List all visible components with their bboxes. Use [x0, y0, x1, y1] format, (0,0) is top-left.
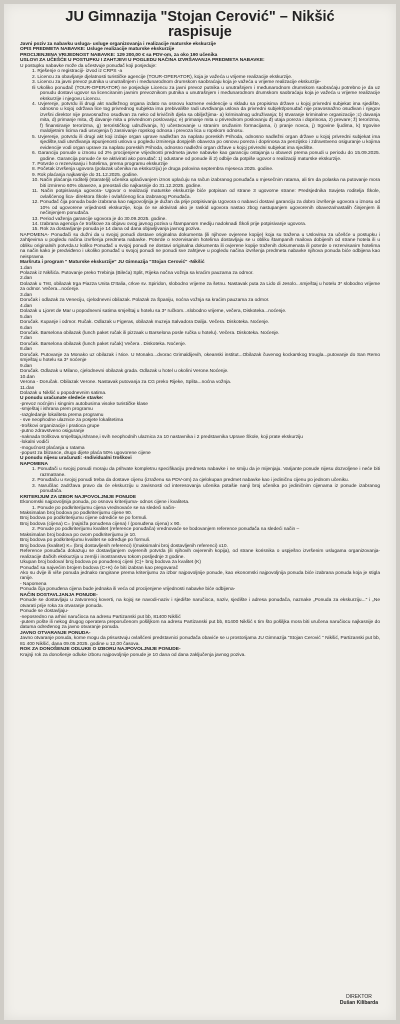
included-item: -smještaj i ishrana prem programu	[20, 407, 93, 413]
itinerary-day-label: 6.dan	[20, 325, 33, 331]
condition-item: Ili Ukoliko ponuđač (TOUR-OPERATOR) ne posjeduje Licencu za javni prevoz putnika u unutrašnjem i međunarodnom drumskom saobraćaju potrebno je da uz ponudu dostavi ugovor sa licenciranim javnim prevoznikom putnika u unutrašnjem i međunarodnom drumskom saobraćaju koja je važeća u vrijeme realizacije ekskurzije i njegovu Licencu.	[32, 85, 380, 102]
criteria-item: Maksimalan broj bodova po ovom podkriterijumu je 10.	[20, 532, 137, 538]
intro-line: PROCIJENJENA VRIJEDNOST NABAVKE: 129 200,00 € sa PDV-om, za oko 190 učenika	[20, 52, 218, 58]
napomena-item: 3. Naručilac zadržava pravo da će ekskurziju u zavisnosti od interesovanja učenika potašie nanji broj učenika po jediničnim cijenama iz ponude izabranog ponuđača.	[32, 483, 380, 495]
condition-item: 12. Ponuđač čija ponuda bude izabrana kao najpovoljnija je dužan da prije potpisivanja Ugovora o nabavci dostavi garanciju za dobro izvršenje ugovora u iznosu od 10% od ugovorene vrijednosti ekskurzije, koja će se aktivirati ako je raskid ugovora nastao zbog nastupanjem ugovorenih obaveza/nastalih činjenjem ili nečinjenjem ponuđača.	[32, 200, 381, 217]
itinerary-day-text: Dolazak u Trst, obilazak trga Piazza Unita D'Italia, crkve sv. Spiridon, slobodno vrijeme za šetnu. Nastavak puta za Lido di Jesolo...smještaj u hotelu 3* slobodno vrijeme za odmor. Večera...noćenje.	[20, 281, 380, 293]
opening-text: Javno otvaranje ponuda, kome mogu da prisustvuju ovlašćeni predstavnici ponuđača obaviće se u prostorijama JU Gimnazija "Stojan Cerović " Nikšić, Partizanski put bb, 81 400 Nikšić, dana 09.05.2025. godine u 12,00 časova.	[20, 636, 380, 647]
itinerary-day-label: 3.dan	[20, 292, 33, 298]
itinerary-day-text: Dolazak u Nikšić u popodnevnim satima.	[20, 391, 107, 396]
intro-line: U postupku nabavke može da učestvuje ponuđač koji posjeduje:	[20, 63, 157, 69]
criteria-item: Maksimalan broj bodova po podkriterijumu cijene 90.	[20, 510, 132, 516]
condition-item: 9. Rok plaćanja najkasnije do 31.12.2025. godine.	[32, 172, 139, 178]
notice-body	[4, 40, 396, 658]
included-item: -lokalni vodiči	[20, 440, 49, 446]
intro-line: USLOVI ZA UČEŠĆE U POSTUPKU I ZAHTJEVI U POGLEDU NAČINA IZVRŠAVANJA PREDMETA NABAVKE:	[20, 58, 265, 64]
included-item: -prevoz noćnjim i singnim autobusima visoke turističke klase	[20, 401, 148, 407]
criteria-item: - Napomena	[20, 581, 47, 587]
criteria-item: Ekonomski najpovoljnija ponuda, po osnovu kriterijuma- odnos cijene i kvaliteta.	[20, 500, 190, 506]
included-item: -razgledanje lokaliteta prema programu	[20, 412, 104, 418]
criteria-title: KRITERIJUM ZA IZBOR NAJPOVOLJNIJE PONUDE	[20, 494, 137, 500]
itinerary-day-text: Verona - Doručak. Obilazak Verone. Nastavak putovanja za CG preko Rijeke, Splita...noćna vožnja.	[20, 380, 232, 386]
notice-title: JU Gimnazija "Stojan Cerović" – Nikšić	[65, 9, 335, 25]
itinerary-day-text: Doručak. Kupanje i odmor. Ručak. Odlazak u Figeras, obilazak muzeja Salvadora Dalija. Večera. Diskoteka. Noćenje.	[20, 320, 270, 326]
conditions-list	[20, 69, 380, 233]
itinerary-day-text: Doručak i odlazak za Veneciju, cjelodnevni obilazak. Polazak za Španiju, noćna vožnja sa kraćim pauzama za odmor.	[20, 298, 270, 304]
intro-line: OPIS PREDMETA NABAVKE: Usluge realizacije maturske ekskurzije	[20, 47, 175, 53]
criteria-item: Reference ponuđača dokazuju se dostavljanjem ovjerenih potvrda (ili njihovih ovjerenih kopija), od strane korisnika o uspješno izvršenim uslugama organizovanja-realizacije đačkih ekskurzija u zemlji i inostranstvu tokom posljednje 3 godine.	[20, 549, 380, 560]
opening-title: JAVNO OTVARANJE PONUDA-	[20, 630, 91, 636]
condition-item: 8. Početak izvršenja ugovora (polazak učenika na ekskurziju) je druga polovina septembra mjeseca 2025. godine.	[32, 167, 274, 173]
criteria-item: Broj bodova po podkriterijumu kvalitet se određuje po formuli.	[20, 538, 151, 544]
itinerary-day-label: 11.dan	[20, 385, 35, 391]
condition-item: 1. Rješenje o registraciji- izvod iz CRPS -a	[32, 69, 123, 75]
criteria-item: Ako su dvije ili više ponuda jednako rangirane prema kriterijumu za izbor najpovoljnije ponude, kao ekonomski najpovoljnija ponuda biće izabrana ponuda koja je stigla ranije.	[20, 570, 380, 582]
condition-item: 5. Uvjerenje, potvrdu ili drugi akt koji izdaje organ uprave nadležan za naplatu poreskih Prihoda, odnosno nadležni organ države u kojoj privredni subjekat ima sjedište,radi utvrđivanja ispunjenosti uslova u pogledu izmirenja dospjelih obaveza po osnovu poreza i doprinosa za penzijsko i zdravstveno osiguranje u kojima evidencije vodi organ uprave za naplatu poreskih Prihoda, odnosno nadležni organ države u kojoj privredni subjekat ima sjedište.	[32, 134, 380, 151]
criteria-item: Broj bodova (kvalitet) K= (broj dostavljenih referenci) /(maksimalni broj dostavljenih referenci) x10.	[20, 543, 228, 549]
napomena-intro: NAPOMENA- Ponuđači su dužni da u svojoj ponudi dostave originalna dokumenta (ili njihove ovjerene kopije) koja su tražena u Uslovima za učešće u postupku i zahtjevima u pogledu načina izvršenja predmeta nabavke. Potvrde o rezervisanim hotelima dostavljaju se u obliku štampanih mailova dobijenih od strane hotela ili u obliku originalnih potvrda.U koliko Ponuđač u svojoj ponudi ne dostavi originalna dokumenta ili ovjerene kopije traženih dokumenata ili potvrde o rezervisanim hotelima na način kako je predviđeno i ukoliko ponuđač u svojoj ponudi ne ponudi sve zahtjeve u pogledu načina izvršenja predmeta nabavke njihova ponuda biće odbijena kao neispravna	[20, 232, 380, 260]
included-item: -mogućnost plaćanja u ratama	[20, 445, 85, 451]
condition-item: 7. Potvrde o rezervisanju i hotelima, prema programu ekskurzije	[32, 161, 168, 167]
itinerary	[20, 266, 380, 397]
signature-name: Dušan Kilibarda	[339, 1000, 378, 1006]
intro-line: Javni poziv za nabavku usluga- usluge organizovanja i realizacije maturske ekskurzije	[20, 42, 216, 47]
included-item: U ponudu nijesu uračunati: -Individualni troškovi	[20, 456, 132, 462]
intro-block	[20, 42, 380, 69]
included-list	[20, 402, 380, 462]
itinerary-day-text: Polazak iz Nikšića. Putovanje preko Trebinja (Bileća) Split, Rijeka nočna vožnja sa kraćim pauzama za odmor.	[20, 271, 254, 277]
included-item: -troškovi organizacije i pratioca grupe	[20, 423, 100, 429]
delivery-item: Ponude se dostavljaju u zatvorenoj koverti, na kojoj se navodi-naziv i sjedište naručioca, naziv, sjedište i adresa ponuđača, naznake „Ponuda za ekskurziju..." i „Ne otvarati prije roka za otvaranje ponuda.	[20, 598, 380, 609]
itinerary-day-text: Doručak. Odlazak u Milano, cjelodnevni obilazak grada. Odlazak u hotel u okolini Verone.Noćenje.	[20, 369, 229, 375]
criteria-item: Ponuđač sa najvećim brojem bodova (C+K) će biti izabran kao pregovarač	[20, 565, 178, 571]
delivery-item: -putem pošte ili nekog drugog operatera preporučenom pošiljkom na adresu Partizanski put bb, 81400 Nikšić s tim što pošiljka mora biti uručena naručiocu najkasnije do datuma određenog za javno otvaranje ponuda.	[20, 620, 380, 631]
newspaper-page	[4, 4, 396, 1020]
condition-item: 11. Način potpisivanja ugovora- Ugovor o realizaciji maturske ekskurzije biće potpisan od strane 3 ugovorne strane: Predsjednika Savjeta roditelja Škole, ovlašćenog lica- direktora Škole i ovlašćenog lica izabranog Ponuđača.	[32, 189, 380, 200]
notice-header	[4, 10, 396, 40]
napomena-title: NAPOMENA	[20, 461, 48, 467]
included-item: -popust za blizance, drugo dijete plaća 50% ugovorene cijene	[20, 450, 151, 456]
deadline-text: Krajnji rok za donošenje odluke izboru najpovoljnije ponude je 10 dana od dana zaključenja javnog poziva.	[20, 652, 246, 658]
itinerary-day-text: Doručak. Putovanje za Monako uz obilazak i Nice. U Monako...dvorac Grimaldijevih, okeanski institut...Obilazak čuvenog kockarskog trougla...putovanje do San Remo smještaj u hotelu sa 3* noćenje	[20, 352, 380, 364]
included-item: -naknada troškova smještaja,ishrane,i svih neophodnih ulaznica za 10 nastavnika i 2 predstavnika Uprave Škole, koji prate ekskurziju	[20, 434, 303, 440]
criteria-item: Broj bodova po podkriterijumu cijene odrediće se po formuli.	[20, 516, 148, 522]
condition-item: 6. Garanciju ponude u iznosu od 2% procijenjene vrijednosti predmeta javne nabavke kao garanciju ostajanja u obavezi prema ponudi u periodu do 15.09.2025. godine. Garancija ponude će se aktivirati ako ponuđač: 1) odustane od ponude ili 2) odbije da potpiše ugovor o realizaciji maturske ekskurzije.	[32, 151, 380, 162]
condition-item: 3. Licencu za javni prevoz putnika u unutrašnjem i međunarodnom drumskom saobraćaju koja je važeća u vrijeme realizacije ekskurzije-	[32, 80, 322, 86]
itinerary-day-label: 7.dan	[20, 336, 33, 342]
itinerary-day-label: 1.dan	[20, 265, 33, 271]
itinerary-day-text: Doručak. Barselona obilazak (lunch paket ručak) Večera . Diskoteka. Noćenje.	[20, 341, 187, 347]
itinerary-day-label: 9.dan	[20, 363, 33, 369]
napomena-list	[20, 467, 380, 494]
included-item: -putno zdravstveno osiguranje	[20, 429, 85, 435]
criteria-item: Ukupan broj bodova/ broj bodova po ponuđenoj cijeni (C)+ broj bodova za kvalitet (K)	[20, 560, 201, 566]
condition-item: 14. Izabrana agencija će troškove za objavu ovog javnog poziva u štampanom mediju nadoknadi Školi prije potpisivanje ugovora.	[32, 221, 307, 227]
condition-item: 10. Način plaćanja roditelji (staratelji) učenika uplaćivanjem iznos uplaćuju na račun izabranog ponuđača u mjesečnim ratama, ali tim da polaska na putovanje mora biti izmireno 60% obaveze, a preostali dio najkasnije do 31.12.2025. godine.	[32, 178, 380, 189]
condition-item: 13. Period važenja garancije ugovora je do 30.09.2025. godine.	[32, 216, 167, 222]
deadline-title: ROK ZA DONOŠENJE ODLUKE O IZBORU NAJPOVOLJNIJE PONUDE-	[20, 647, 181, 653]
route-title: Maršruta i program " Maturske ekskurzije" JU Gimnazija "Stojan Cerović" -Nikšić	[20, 260, 205, 266]
condition-item: 15. Rok za dostavljanje ponuda je 14 dana od dana objavljivanja javnog poziva.	[32, 227, 201, 233]
criteria-item: Broj bodova (cijena) C= (najniža ponuđena cijena) / (ponuđena cijena) x 90.	[20, 521, 181, 527]
condition-item: 2. Licencu za obavljanje djelatnosti turističke agencije (TOUR-OPERATOR), koja je važeća u vrijeme realizacije ekskurzije.	[32, 74, 293, 80]
itinerary-day-label: 5.dan	[20, 314, 33, 320]
delivery-list	[20, 598, 380, 631]
itinerary-day-text: Doručak. Barselona obilazak (lunch paket ručak ili pizzaak u Barselona posle ručka u hotelu). Večera. Diskoteka. Noćenje.	[20, 331, 280, 337]
delivery-item: -neposredno na arhivi naručioca na adresu Partizanski put bb, 81400 Nikšić	[20, 614, 181, 620]
criteria-item: Ponuda čija ponuđena cijena bude jednaka ili veća od procijenjene vrijednosti nabavke biće odbijena-	[20, 587, 236, 593]
criteria-item: 1. Ponude po podkriterijumu cijena vrednovaće se na sledeći način-	[32, 505, 176, 511]
napomena-item: 1. Ponuđači u svojoj ponudi moraju da prihvate kompletnu specifikaciju predmeta nabavke i ne smiju da je mijenjaju. Varijante ponude nijesu dozvoljene i neće biti razmatrane.	[32, 467, 380, 478]
itinerary-day-label: 8.dan	[20, 347, 33, 353]
condition-item: 4. Uvjerenje, potvrdu ili drugi akt nadležnog organa izdato na osnovu kaznene evidencije u skladu sa propisima države u kojoj privredni subjekat ima sjedište, odnosno u kojoj održava lice tog privrednog subjekta ima prebivalište radi utvrđivanja uslova da privredni subjekt/ponuđač nije pravosnažno osuđivan i njegov izvršni direktor nije pravosnažno osuđivan za neko od krivičnih djela sa obilježjima- a) kriminalnog udruživanja; b) stvaranje kriminalne organizacije ;c) davanja mita, d) primanje mita, đ) davanje mita u privrednom poslovanju; e) primanje mita u privrednom poslovanju đ) utaja poreza i doprinosa, z) prevare; ž) terorizma, f) finansiranje terorizma, g) terorističkog udruživanja, h) učestvovanje u stranim oružanim formacijama, i) pranje novca, j) trgovine ljudima, k) trgovine maloljetnim licima radi usvojenja l) zasnivanje ropskog odnosa i prevoza lica u ropskom odnosu.	[32, 101, 380, 135]
criteria-item: 2. Ponude po podkriterijumu kvalitet (reference ponuđača) vrednovaće se bodovanjem reference ponuđača na sledeći način –	[32, 527, 300, 533]
included-title: U ponudu uračunate sledeće stavke:	[20, 396, 104, 402]
delivery-item: Ponude se dostavljaju-	[20, 609, 69, 615]
itinerary-day-label: 2.dan	[20, 276, 33, 282]
itinerary-day-text: Dolazak u Ljoret de Mar u popodnevni satima smještaj u hotelu sa 3* ručkom...slobodno vrijeme, večera, Diskoteka...noćenje.	[20, 309, 287, 315]
delivery-title: NAČIN DOSTAVLJANJA PONUDE-	[20, 592, 98, 598]
included-item: - sve neophodne ulaznice za posjete lokalitetima	[20, 418, 124, 424]
itinerary-day-label: 10.dan	[20, 374, 35, 380]
itinerary-day-label: 4.dan	[20, 303, 33, 309]
notice-subtitle: raspisuje	[168, 24, 232, 40]
napomena-item: 2. Ponuđaču u svojoj ponudi treba da dostave cijenu (izraženu sa PDV-om) za cjelokupan predmet nabavke kao i jediničnu cijenu po jednom učeniku.	[32, 478, 350, 484]
criteria-list	[20, 500, 380, 593]
signature-block	[340, 994, 378, 1006]
signature-role: DIREKTOR	[346, 994, 372, 1000]
